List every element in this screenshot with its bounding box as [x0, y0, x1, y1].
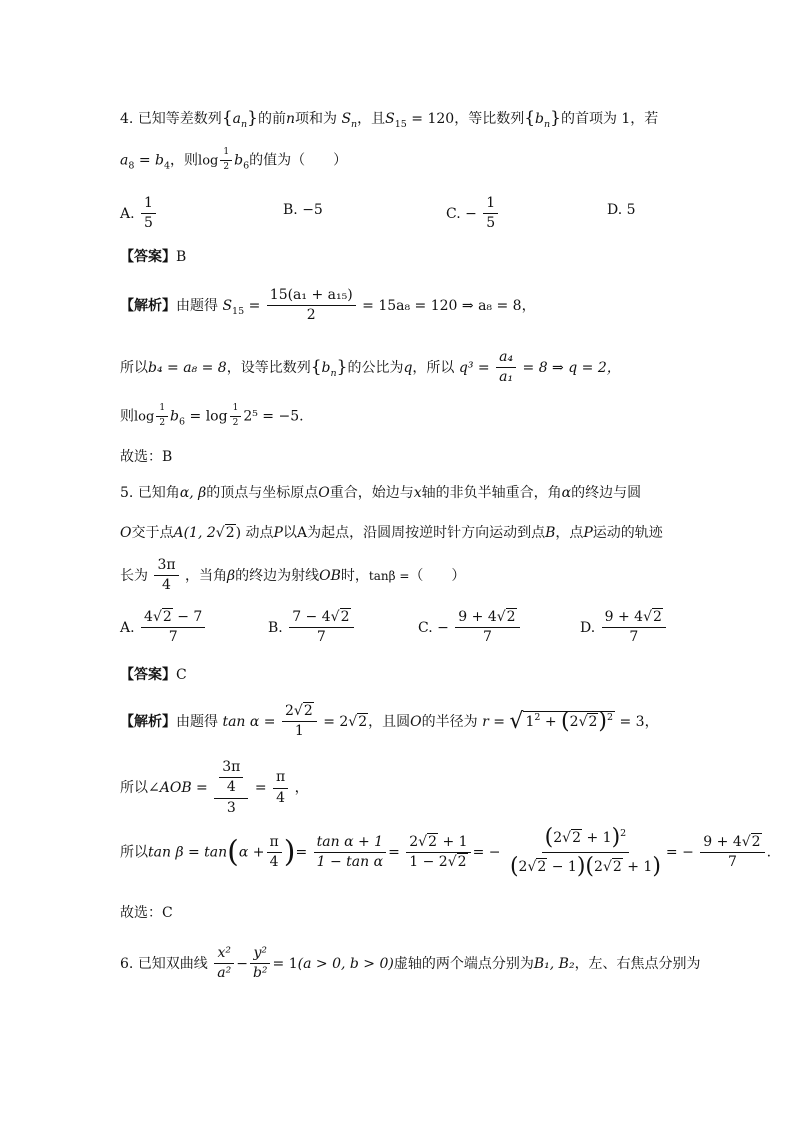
- q5-choice-a[interactable]: A. $\frac{4√2 - 7}{7}$: [120, 610, 207, 646]
- q4-answer: 【答案】B: [120, 249, 187, 265]
- question-number: 4.: [120, 111, 134, 127]
- q4-analysis-line3: 则log $\frac{1}{2}$ $b_6 = \log$ $\frac{1}{2}$ 2⁵ = −5.: [120, 403, 304, 428]
- q4-select: 故选：B: [120, 449, 173, 465]
- q4-line2: $a_8 = b_4$，则log $\frac{1}{2}$ $b_6$的值为（ ）: [120, 147, 348, 172]
- q6-line1: 6. 已知双曲线 $\frac{\text{x²}}{\text{a²}}$ − $\frac{\text{y²}}{\text{b²}}$ = 1(a > 0, b > 0)虚轴的两个端点分别为B₁, B₂，左、右焦点分别为: [120, 945, 701, 982]
- q4-analysis-line2: 所以b₄ = a₈ = 8，设等比数列$\{b_n\}$的公比为q，所以 q³ = $\frac{\text{a₄}}{\text{a₁}}$ = 8 ⇒ q = 2，: [120, 349, 621, 386]
- q5-line2: O交于点A(1, 2√2) 动点P以A为起点，沿圆周按逆时针方向运动到点B，点P运动的轨迹: [120, 525, 663, 541]
- q4-line1: 4. 已知等差数列$\{a_n\}$的前n项和为 $S_n$，且$S_{15} = 120$，等比数列$\{b_n\}$的首项为 1，若: [120, 108, 659, 130]
- q4-choice-b[interactable]: B. −5: [283, 202, 323, 218]
- q5-line1: 5. 已知角α, β的顶点与坐标原点O重合，始边与x轴的非负半轴重合，角α的终边与圆: [120, 485, 642, 501]
- q4-analysis-line1: 【解析】由题得 $S_{15}$ = $\frac{\text{15(a₁ + a₁₅)}}{2}$ = 15a₈ = 120 ⇒ a₈ = 8，: [120, 287, 536, 324]
- q5-choice-b[interactable]: B. $\frac{7 - 4√2}{7}$: [268, 610, 356, 646]
- q4-choice-a[interactable]: A. $\frac{1}{5}$: [120, 196, 158, 232]
- q4-choice-d[interactable]: D. 5: [607, 202, 636, 218]
- q5-analysis-line3: 所以tan β = tan(α + $\frac{\pi}{4}$ )= $\frac{\text{tan α + 1}}{\text{1 − tan α}}$ = $\frac{2√2 + 1}{1 - 2√2}$ = − $\frac{(2√2 + 1)^2}{(2√2 - 1)(2√2 + 1)}$ = − $\frac{9 + 4√2}{7}$ .: [120, 825, 772, 880]
- q5-choice-c[interactable]: C. − $\frac{9 + 4√2}{7}$: [418, 610, 522, 646]
- q5-analysis-line2: 所以∠AOB = $\frac{\frac{3\pi}{4}}{3}$ = $\frac{\pi}{4}$ ，: [120, 759, 309, 816]
- q5-choice-d[interactable]: D. $\frac{9 + 4√2}{7}$: [580, 610, 668, 646]
- q5-analysis-line1: 【解析】由题得 tan α = $\frac{2√2}{1}$ = 2√2，且圆O的半径为 r = √ $1^2 + (2√2)^2 = 3$，: [120, 703, 659, 740]
- q5-select: 故选：C: [120, 905, 173, 921]
- q5-answer: 【答案】C: [120, 667, 187, 683]
- q4-choice-c[interactable]: C. − $\frac{1}{5}$: [446, 196, 500, 232]
- q5-line3: 长为 $\frac{3\pi}{4}$ ，当角β的终边为射线OB时，tanβ =（ ）: [120, 557, 466, 594]
